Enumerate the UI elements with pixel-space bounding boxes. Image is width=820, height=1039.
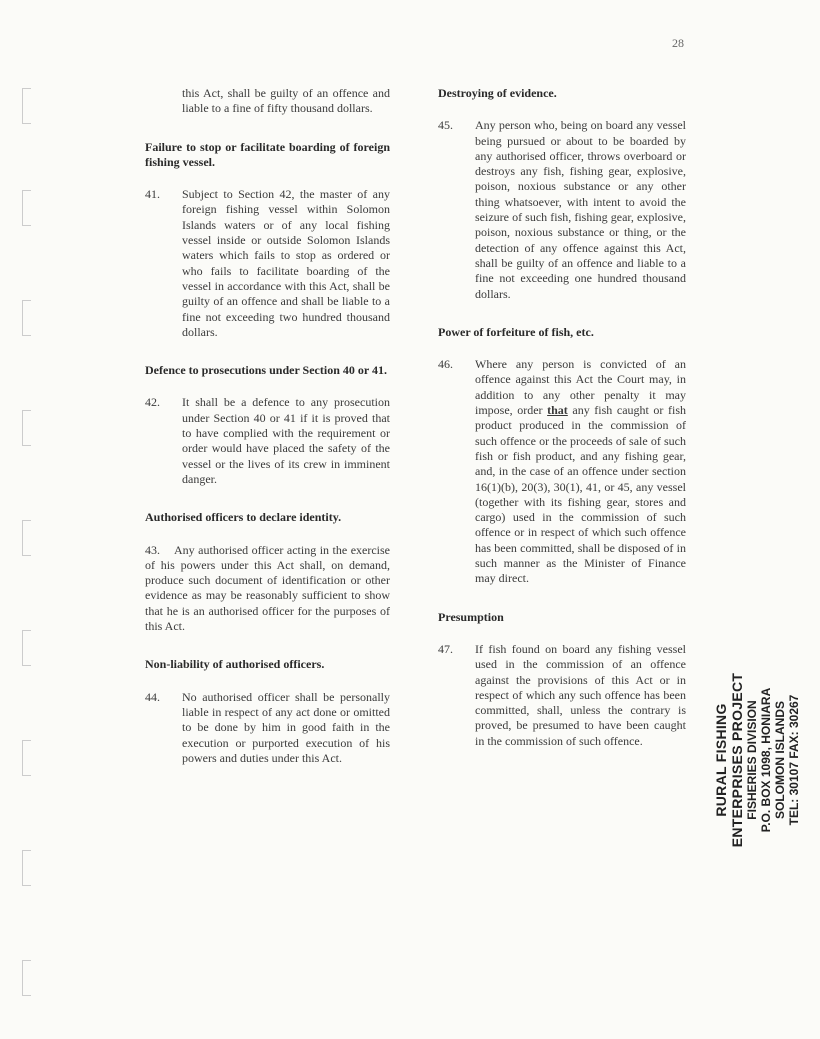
section-41 <box>145 187 390 340</box>
section-42 <box>145 395 390 487</box>
section-45 <box>438 118 686 302</box>
underlined-word: that <box>547 403 568 418</box>
section-text: Subject to Section 42, the master of any foreign fishing vessel within Solomon Islands waters or of any local fishing vessel inside or outside Solomon Islands waters which fails to stop as ordered or who fails to facilitate boarding of the vessel in accordance with this Act, shall be guilty of an offence and shall be liable to a fine not exceeding two hundred thousand dollars. <box>182 187 390 339</box>
section-number: 46. <box>438 357 453 372</box>
section-number: 42. <box>145 395 160 410</box>
heading-section-43: Authorised officers to declare identity. <box>145 510 342 525</box>
section-text: It shall be a defence to any prosecution under Section 40 or 41 if it is proved that to have complied with the requirement or order would have placed the safety of the vessel or the lives of its crew in imminent danger. <box>182 395 390 486</box>
section-text: Any person who, being on board any vessel being pursued or about to be boarded by any authorised officer, throws overboard or destroys any fish, fishing gear, explosive, poison, noxious substance or any other thing whatsoever, with intent to avoid the seizure of such fish, fishing gear, explosive, poison, noxious substance or thing, or the detection of any offence against this Act, shall be guilty of an offence and liable to a fine not exceeding one hundred thousand dollars. <box>475 118 686 301</box>
heading-section-42: Defence to prosecutions under Section 40 or 41. <box>145 363 387 378</box>
section-44 <box>145 690 390 766</box>
left-column <box>145 86 390 766</box>
heading-section-45: Destroying of evidence. <box>438 86 557 100</box>
section-text: Any authorised officer acting in the exercise of his powers under this Act shall, on demand, produce such document of identification or other evidence as may be reasonably sufficient to show that he is an authorised officer for the purposes of this Act. <box>145 542 391 634</box>
stamp-line: FISHERIES DIVISION <box>745 700 759 820</box>
section-number: 45. <box>438 118 453 133</box>
heading-section-44: Non-liability of authorised officers. <box>145 657 325 672</box>
section-number: 44. <box>145 689 160 704</box>
section-47 <box>438 642 686 749</box>
right-column <box>438 86 686 749</box>
section-number: 41. <box>145 187 160 202</box>
stamp-line: SOLOMON ISLANDS <box>773 701 787 820</box>
heading-section-47: Presumption <box>438 609 504 624</box>
section-text <box>475 357 686 586</box>
continued-text: this Act, shall be guilty of an offence and liable to a fine of fifty thousand dollars. <box>182 86 390 116</box>
edge-mark <box>22 740 31 776</box>
page-number: 28 <box>672 36 684 50</box>
stamp-line: P.O. BOX 1098, HONIARA <box>759 687 773 833</box>
office-stamp <box>713 655 801 865</box>
edge-mark <box>22 88 31 124</box>
edge-mark <box>22 630 31 666</box>
heading-section-46: Power of forfeiture of fish, etc. <box>438 324 594 339</box>
section-43 <box>145 543 390 635</box>
section-text: No authorised officer shall be personally liable in respect of any act done or omitted to be done by him in good faith in the execution or purported execution of his powers and duties under this Act. <box>182 689 390 765</box>
section-number: 43. <box>145 542 160 557</box>
heading-section-41: Failure to stop or facilitate boarding of foreign fishing vessel. <box>145 139 390 169</box>
binding-edge-marks <box>22 40 36 1030</box>
edge-mark <box>22 850 31 886</box>
stamp-line: RURAL FISHING ENTERPRISES PROJECT <box>713 672 745 848</box>
edge-mark <box>22 520 31 556</box>
stamp-line: TEL: 30107 FAX: 30267 <box>787 694 801 826</box>
section-number: 47. <box>438 641 453 656</box>
edge-mark <box>22 410 31 446</box>
edge-mark <box>22 300 31 336</box>
edge-mark <box>22 190 31 226</box>
edge-mark <box>22 960 31 996</box>
section-46 <box>438 357 686 586</box>
section-text-part: any fish caught or fish product produced in the commission of such offence or the proceeds of sale of such fish or fish product, and any fishing gear, and, in the case of an offence under section 16(1)(b), 20(3), 30(1), 41, or 45, any vessel (together with its fishing gear, stores and cargo) used in the commission of such offence or in respect of which such offence has been committed, shall be disposed of in such manner as the Minister of Finance may direct. <box>475 403 687 586</box>
section-text: If fish found on board any fishing vessel used in the commission of an offence against the provisions of this Act or in respect of which any such offence has been committed, shall, unless the contrary is proved, be presumed to have been caught in the commission of such offence. <box>475 641 686 748</box>
section-text-part: Where any person is convicted of an offence against this Act the Court may, in addition to any other penalty it may impose, order <box>475 357 686 418</box>
